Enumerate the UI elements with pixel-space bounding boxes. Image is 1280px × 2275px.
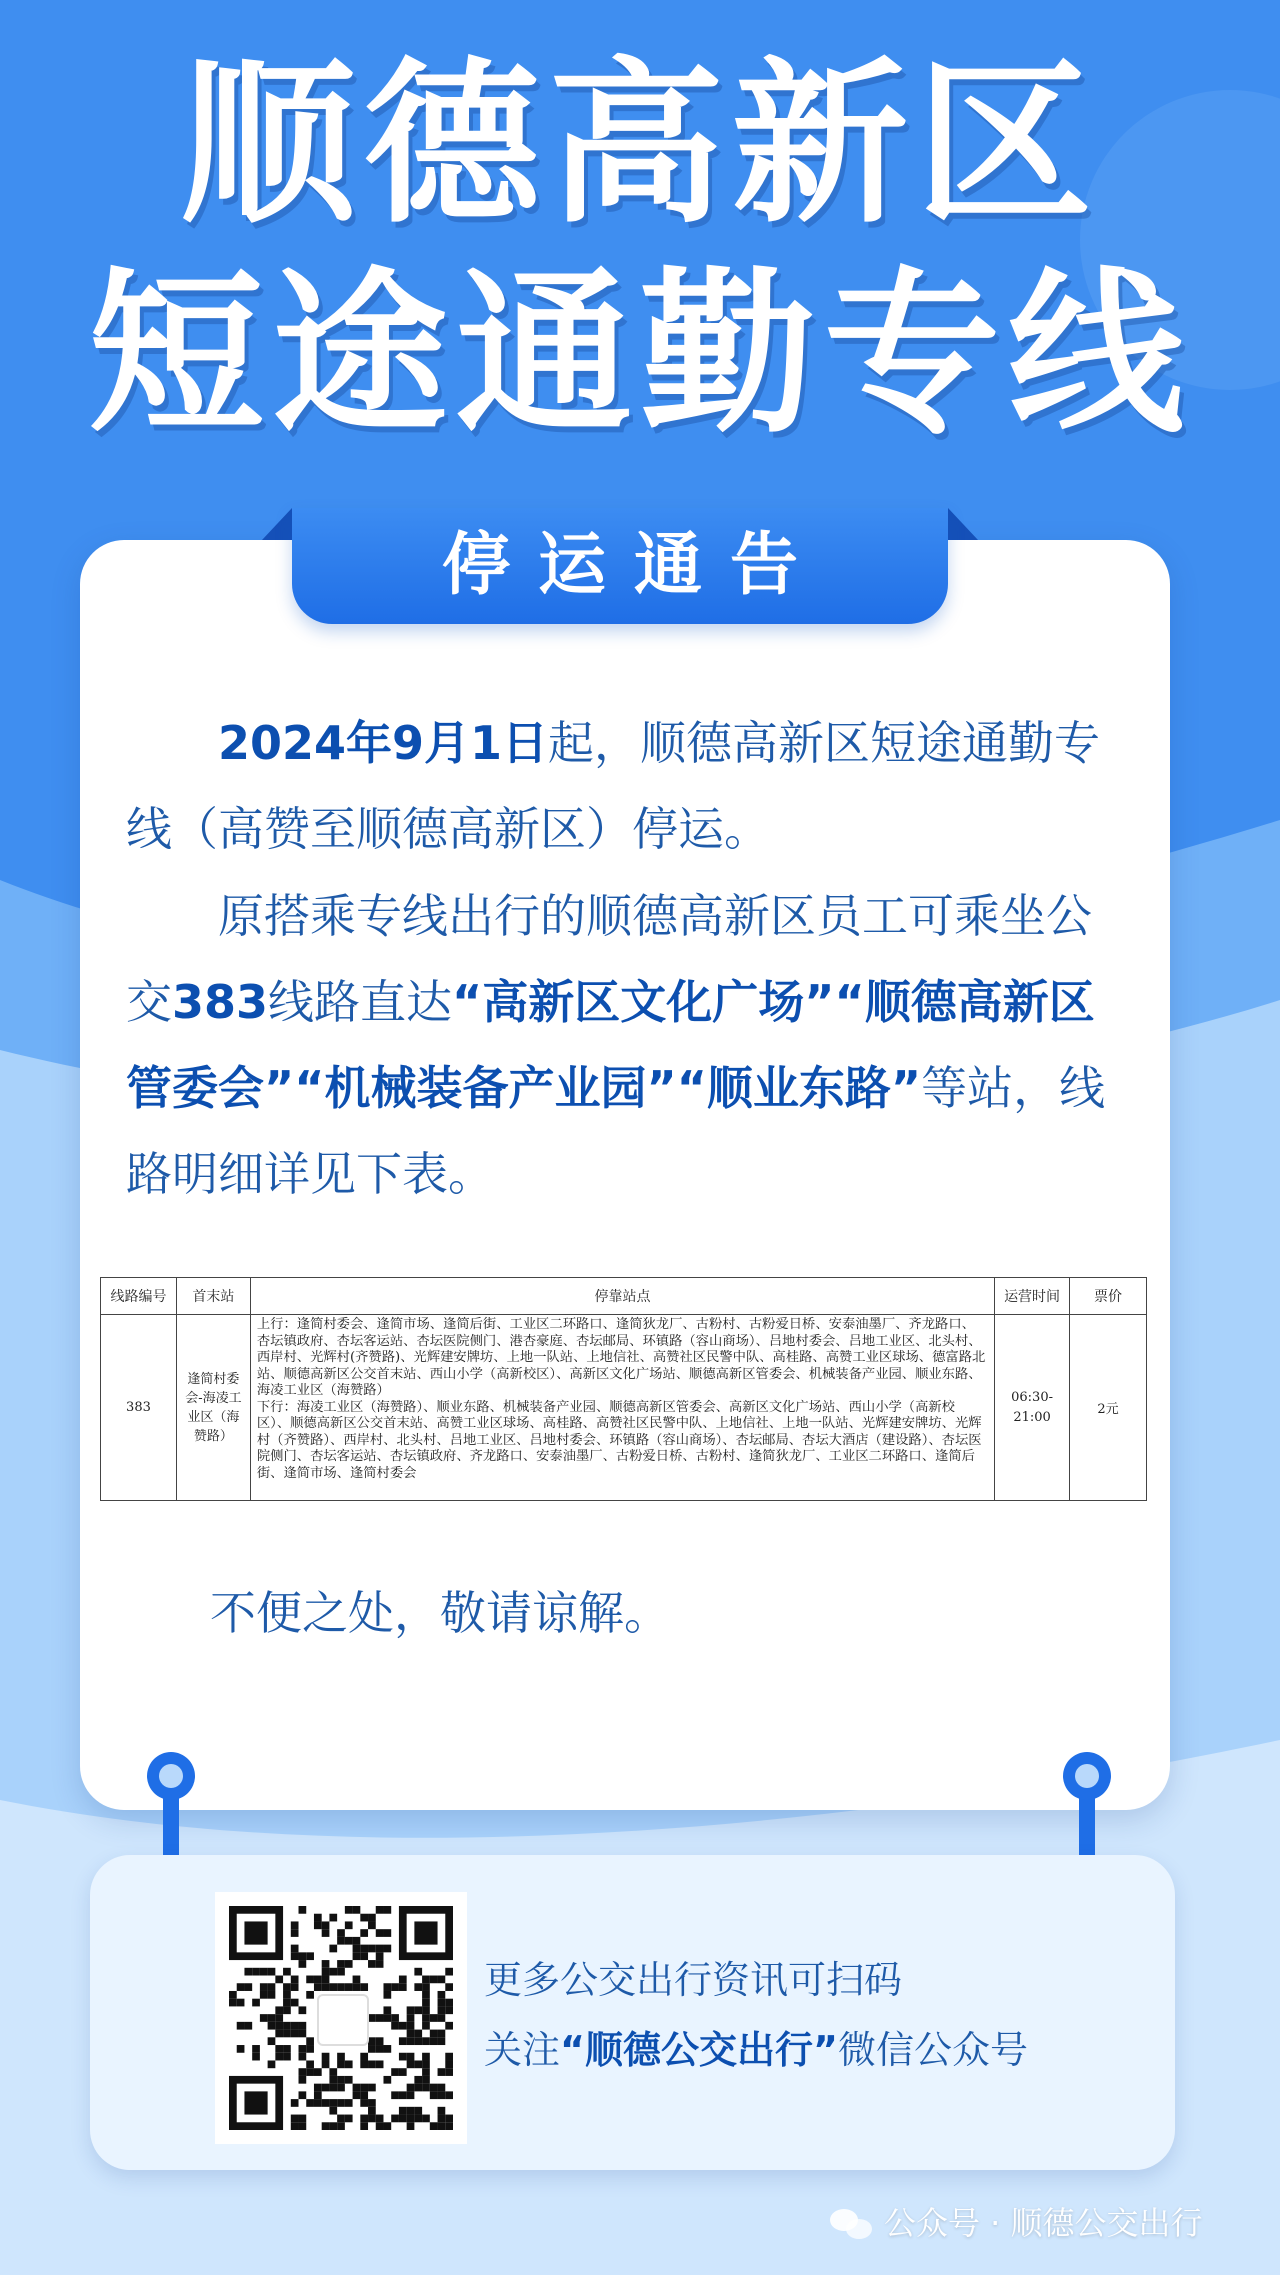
header-route-no: 线路编号 — [101, 1278, 177, 1315]
binder-ring-left-top — [147, 1752, 195, 1800]
qr-caption-suffix: 微信公众号 — [837, 2028, 1028, 2072]
route-number: 383 — [172, 975, 269, 1029]
stops-up: 上行：逢简村委会、逢简市场、逢简后街、工业区二环路口、逢简狄龙厂、古粉村、古粉爱日桥、安泰油墨厂、齐龙路口、杏坛镇政府、杏坛客运站、杏坛医院侧门、港杏豪庭、杏坛邮局、环镇路（容山商场）、吕地村委会、吕地工业区、北头村、西岸村、光辉村(齐赞路)、光辉建安牌坊、上地一队站、上地信社、高赞社区民警中队、高桂路、高赞工业区球场、德富路北站、顺德高新区公交首末站、西山小学（高新校区）、高新区文化广场站、顺德高新区管委会、机械装备产业园、顺业东路、海凌工业区（海赞路） — [256, 1317, 986, 1398]
qr-code[interactable] — [215, 1892, 467, 2144]
header-terminals: 首末站 — [176, 1278, 250, 1315]
notice-paragraph-1 — [126, 700, 1126, 872]
notice-title: 停运通告 — [441, 526, 826, 605]
header-stops: 停靠站点 — [250, 1278, 994, 1315]
table-header-row — [101, 1278, 1147, 1315]
notice-paragraph-2-text-b: 线路直达 — [268, 975, 453, 1029]
hero-title-line1: 顺德高新区 — [179, 42, 1100, 247]
stops-down: 下行：海凌工业区（海赞路）、顺业东路、机械装备产业园、顺德高新区管委会、高新区文化广场站、西山小学（高新校区）、顺德高新区公交首末站、高赞工业区球场、高桂路、高赞社区民警中队、上地信社、上地一队站、光辉建安牌坊、光辉村（齐赞路）、西岸村、北头村、吕地工业区、吕地村委会、环镇路（容山商场）、杏坛邮局、杏坛大酒店（建设路）、杏坛医院侧门、杏坛客运站、杏坛镇政府、齐龙路口、安泰油墨厂、古粉爱日桥、古粉村、逢简狄龙厂、工业区二环路口、逢简后街、逢简市场、逢简村委会 — [256, 1399, 982, 1481]
cell-fare: 2元 — [1070, 1315, 1147, 1501]
table-row — [101, 1315, 1147, 1501]
cell-terminals: 逢简村委会-海凌工业区（海赞路） — [176, 1315, 250, 1501]
footer-watermark — [830, 2198, 1203, 2248]
notice-paragraph-2 — [126, 873, 1126, 1217]
cell-stops — [250, 1315, 994, 1501]
notice-paragraph-2-text-a: 原搭乘专线出行的顺德高新区员工可乘坐公交 — [126, 889, 1092, 1029]
banner-fold-right — [948, 508, 978, 540]
header-hours: 运营时间 — [995, 1278, 1070, 1315]
qr-caption-follow: 关注 — [484, 2028, 561, 2072]
route-table-container — [100, 1277, 1147, 1501]
header-fare: 票价 — [1070, 1278, 1147, 1315]
account-name: “顺德公交出行” — [560, 2028, 838, 2072]
qr-caption-line1: 更多公交出行资讯可扫码 — [484, 1958, 903, 2002]
binder-ring-right-top — [1063, 1752, 1111, 1800]
notice-paragraph-2-text-c: 等站，线路明细详见下表。 — [126, 1061, 1106, 1201]
highlighted-stops: “高新区文化广场”“顺德高新区管委会”“机械装备产业园”“顺业东路” — [126, 975, 1095, 1115]
wechat-icon — [830, 2207, 876, 2243]
qr-caption-line2 — [484, 2020, 1028, 2080]
route-table — [100, 1277, 1147, 1501]
cell-route-no: 383 — [101, 1315, 177, 1501]
notice-paragraph-1-text: 起，顺德高新区短途通勤专线（高赞至顺德高新区）停运。 — [126, 716, 1101, 856]
closing-text: 不便之处，敬请谅解。 — [210, 1586, 670, 1640]
hero-title-line2: 短途通勤专线 — [87, 252, 1192, 457]
banner-fold-left — [262, 508, 292, 540]
qr-logo-icon — [317, 1994, 369, 2046]
notice-date: 2024年9月1日 — [218, 716, 549, 770]
cell-hours: 06:30-21:00 — [995, 1315, 1070, 1501]
footer-text: 公众号 · 顺德公交出行 — [884, 2204, 1203, 2242]
